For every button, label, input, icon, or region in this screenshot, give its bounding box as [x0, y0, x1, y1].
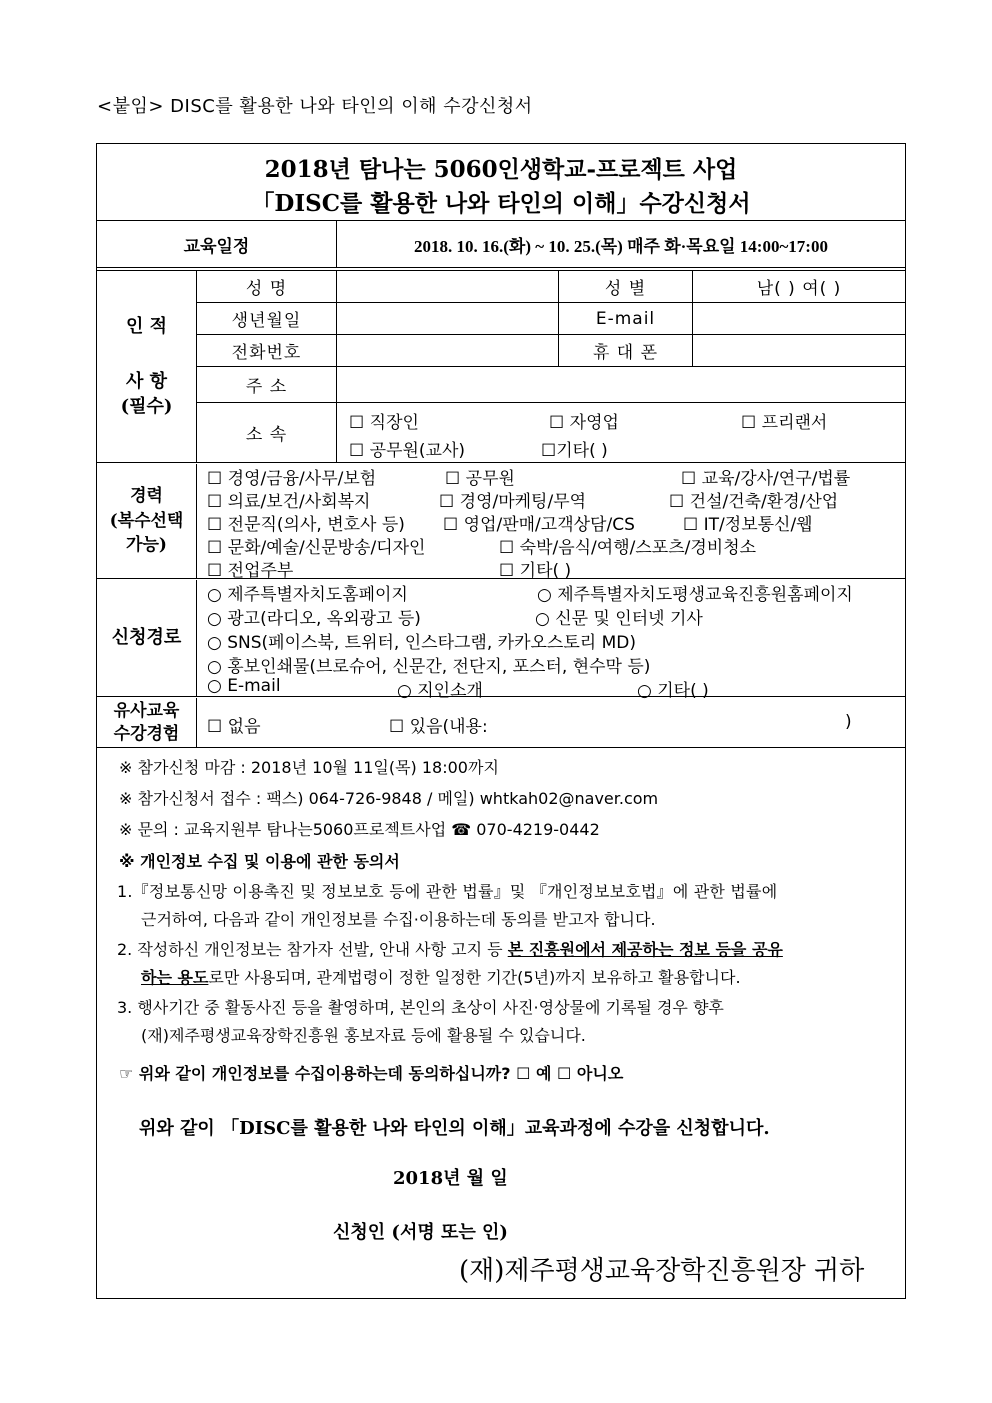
consent-title: ※ 개인정보 수집 및 이용에 관한 동의서: [119, 852, 400, 871]
application-form: [96, 143, 906, 1299]
route-label: [97, 580, 197, 696]
closing-applicant: 신청인 (서명 또는 인): [333, 1222, 508, 1243]
similar-yes-close: ): [845, 712, 852, 732]
gender-label: 성 별: [559, 271, 693, 303]
affil-public-servant[interactable]: ☐ 공무원(교사): [349, 441, 466, 461]
route-item[interactable]: ○ 제주특별자치도홈페이지: [207, 585, 408, 605]
route-item[interactable]: ○ 기타( ): [637, 681, 709, 701]
email-field[interactable]: [693, 303, 905, 335]
similar-none-option[interactable]: ☐ 없음: [207, 717, 261, 737]
schedule-row: [97, 221, 905, 268]
affil-office-worker[interactable]: ☐ 직장인: [349, 413, 419, 433]
career-label-1: 경력: [130, 486, 163, 507]
deadline-note: ※ 참가신청 마감 : 2018년 10월 11일(목) 18:00까지: [119, 758, 499, 777]
form-title: [97, 144, 905, 221]
similar-yes-option[interactable]: ☐ 있음(내용:: [389, 717, 488, 737]
career-item[interactable]: ☐ 건설/건축/환경/산업: [669, 492, 839, 512]
career-item[interactable]: ☐ 교육/강사/연구/법률: [681, 469, 851, 489]
personal-label-1: 인 적: [125, 315, 168, 337]
birth-field[interactable]: [337, 303, 559, 335]
closing-date: 2018년 월 일: [393, 1168, 508, 1189]
route-label-text: 신청경로: [111, 627, 182, 649]
closing-statement: 위와 같이 「DISC를 활용한 나와 타인의 이해」교육과정에 수강을 신청합니다.: [139, 1118, 770, 1139]
mobile-label: 휴 대 폰: [559, 335, 693, 367]
address-field[interactable]: [337, 367, 905, 403]
route-item[interactable]: ○ SNS(페이스북, 트위터, 인스타그램, 카카오스토리 MD): [207, 633, 636, 653]
route-item[interactable]: ○ 광고(라디오, 옥외광고 등): [207, 609, 421, 629]
career-item[interactable]: ☐ 공무원: [445, 469, 515, 489]
name-label: 성 명: [197, 271, 337, 303]
similar-label-2: 수강경험: [113, 723, 180, 744]
gender-field[interactable]: 남( ) 여( ): [693, 271, 905, 303]
name-field[interactable]: [337, 271, 559, 303]
closing-recipient: (재)제주평생교육장학진흥원장 귀하: [459, 1256, 865, 1286]
route-section: [97, 580, 905, 701]
phone-field[interactable]: [337, 335, 559, 367]
agree-question[interactable]: ☞ 위와 같이 개인정보를 수집이용하는데 동의하십니까? ☐ 예 ☐ 아니오: [119, 1064, 624, 1083]
consent-para-1b: 근거하여, 다음과 같이 개인정보를 수집·이용하는데 동의를 받고자 합니다.: [141, 910, 656, 929]
birth-label: 생년월일: [197, 303, 337, 335]
affil-self-employed[interactable]: ☐ 자영업: [549, 413, 619, 433]
career-item[interactable]: ☐ 숙박/음식/여행/스포츠/경비청소: [499, 538, 757, 558]
affiliation-label: 소 속: [197, 403, 337, 462]
title-line-1: 2018년 탐나는 5060인생학교-프로젝트 사업: [264, 156, 738, 183]
affil-other[interactable]: ☐기타( ): [541, 441, 608, 461]
career-item[interactable]: ☐ 영업/판매/고객상담/CS: [443, 515, 635, 535]
career-section: [97, 464, 905, 579]
inquiry-note: ※ 문의 : 교육지원부 탐나는5060프로젝트사업 ☎ 070-4219-0442: [119, 820, 600, 839]
consent-para-3a: 3. 행사기간 중 활동사진 등을 촬영하며, 본인의 초상이 사진·영상물에 기록될 경우 향후: [117, 998, 724, 1017]
route-item[interactable]: ○ 신문 및 인터넷 기사: [535, 609, 703, 629]
career-label-3: 가능): [126, 535, 167, 556]
similar-education-section: [97, 698, 905, 748]
consent-para-2a-text: 2. 작성하신 개인정보는 참가자 선발, 안내 사항 고지 등: [117, 940, 508, 959]
career-item[interactable]: ☐ 문화/예술/신문방송/디자인: [207, 538, 426, 558]
mobile-field[interactable]: [693, 335, 905, 367]
consent-para-2a-underline: 본 진흥원에서 제공하는 정보 등을 공유: [507, 940, 783, 959]
career-item[interactable]: ☐ 전업주부: [207, 561, 294, 581]
career-label-2: (복수선택: [109, 510, 184, 531]
email-label: E-mail: [559, 303, 693, 335]
attachment-label: <붙임> DISC를 활용한 나와 타인의 이해 수강신청서: [97, 96, 533, 117]
route-item[interactable]: ○ 제주특별자치도평생교육진흥원홈페이지: [537, 585, 853, 605]
career-label: [97, 464, 197, 578]
career-item[interactable]: ☐ 경영/금융/사무/보험: [207, 469, 377, 489]
similar-label-1: 유사교육: [113, 701, 180, 722]
consent-para-2b: [141, 965, 741, 988]
route-item[interactable]: ○ 홍보인쇄물(브로슈어, 신문간, 전단지, 포스터, 현수막 등): [207, 657, 651, 677]
address-label: 주 소: [197, 367, 337, 403]
submit-note: ※ 참가신청서 접수 : 팩스) 064-726-9848 / 메일) whtkah02@naver.com: [119, 789, 659, 808]
consent-para-2b-underline: 하는 용도: [141, 968, 209, 987]
personal-label-3: (필수): [120, 396, 173, 418]
consent-para-3b: (재)제주평생교육장학진흥원 홍보자료 등에 활용될 수 있습니다.: [141, 1026, 586, 1045]
route-item[interactable]: ○ E-mail: [207, 676, 281, 696]
career-item[interactable]: ☐ 의료/보건/사회복지: [207, 492, 371, 512]
career-item[interactable]: ☐ IT/정보통신/웹: [683, 515, 813, 535]
consent-para-2b-text: 로만 사용되며, 관계법령이 정한 일정한 기간(5년)까지 보유하고 활용합니다.: [208, 968, 741, 987]
similar-label: [97, 698, 197, 747]
consent-para-2a: [117, 937, 783, 960]
career-item[interactable]: ☐ 경영/마케팅/무역: [439, 492, 587, 512]
personal-label: [97, 271, 197, 462]
personal-section: [97, 270, 905, 463]
consent-para-1a: 1.『정보통신망 이용촉진 및 정보보호 등에 관한 법률』및 『개인정보보호법』에 관한 법률에: [117, 882, 778, 901]
career-item[interactable]: ☐ 기타( ): [499, 561, 572, 581]
career-item[interactable]: ☐ 전문직(의사, 변호사 등): [207, 515, 405, 535]
schedule-value: 2018. 10. 16.(화) ~ 10. 25.(목) 매주 화·목요일 14:00~17:00: [414, 236, 828, 256]
affil-freelancer[interactable]: ☐ 프리랜서: [741, 413, 828, 433]
route-item[interactable]: ○ 지인소개: [397, 681, 483, 701]
phone-label: 전화번호: [197, 335, 337, 367]
title-line-2: 「DISC를 활용한 나와 타인의 이해」수강신청서: [251, 190, 751, 217]
personal-label-2: 사 항: [125, 370, 168, 392]
schedule-label: 교육일정: [97, 221, 337, 267]
